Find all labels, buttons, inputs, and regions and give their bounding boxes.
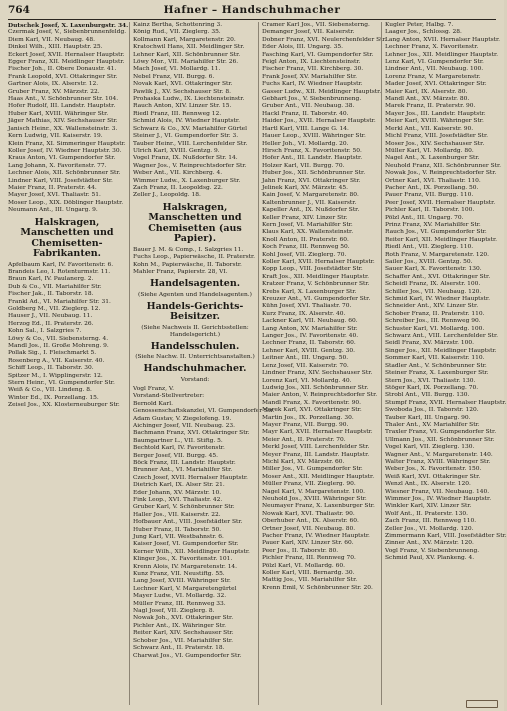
directory-entry: Schreiber Jos., III. Rennweg 90. [385, 318, 481, 325]
directory-entry: Fink Leop., XVI. Thaliastr. 42. [133, 496, 223, 503]
directory-entry: Tauber Heinr., VIII. Lerchenfelder Str. [133, 140, 248, 147]
directory-entry: Vogel Karl, VII. Zieglerg. 130. [385, 444, 475, 451]
directory-entry: Neuhold Jos., XVIII. Währinger Str. [262, 496, 367, 502]
directory-entry: Leitner Ant., III. Ungarg. 50. [262, 355, 349, 362]
directory-entry: Mayer Jos., III. Landstr. Hauptstr. [385, 110, 486, 117]
directory-entry: Vogl Franz, V. [133, 385, 174, 392]
directory-entry: Dutschek Josef, X. Laxenburgstr. 34. [8, 22, 129, 29]
directory-entry: Michl Franz, VIII. Josefstädter Str. [385, 133, 489, 140]
directory-entry: Pacher Ant., IX. Porzellang. 50. [385, 184, 479, 191]
directory-entry: Fuchs Leop., Papierwäsche, II. Praterstr. [133, 254, 256, 261]
directory-entry: Klinger Jos., X. Favoritenstr. 101. [133, 556, 233, 563]
directory-entry: Weiß & Co., VII. Lindeng. 8. [8, 387, 92, 394]
directory-entry: Moser Ant., XII. Meidlinger Hauptstr. [262, 473, 375, 480]
directory-entry: Lenz Karl, VI. Gumpendorfer Str. [385, 59, 484, 66]
directory-entry: Frank Leopold, XVI. Ottakringer Str. [8, 73, 118, 80]
directory-entry: Aichinger Josef, VII. Neubaug. 23. [133, 422, 236, 429]
directory-entry: Sauer Karl, X. Favoritenstr. 130. [385, 266, 482, 273]
directory-entry: Lechner Franz, II. Taborstr. 60. [262, 340, 356, 347]
directory-entry: Rauch Jos., VI. Gumpendorfer Str. [385, 229, 487, 236]
directory-entry: Langer Jos., IV. Favoritenstr. 40. [262, 333, 359, 340]
directory-entry: Zeller J., Leopoldg. 18. [133, 192, 201, 199]
directory-entry: Meier Karl, XVIII. Währinger Str. [385, 118, 484, 125]
directory-entry: Gasser Ludw., XII. Meidlinger Hauptstr. [262, 88, 382, 95]
directory-entry: Demanger Josef, VII. Kaiserstr. [262, 29, 355, 36]
directory-entry: Müller Franz, VII. Zieglerg. 90. [262, 481, 356, 488]
directory-entry: Mandl Ant., XV. Märzstr. 80. [385, 96, 470, 103]
directory-entry: Pichler Franz, III. Rennweg 70. [262, 555, 356, 562]
directory-entry: Haider Jos., XVII. Hernalser Hauptstr. [262, 118, 376, 125]
directory-entry: Kratochwil Hans, XII. Meidlinger Str. [133, 44, 245, 51]
directory-entry: Löwy Mor., VII. Mariahilfer Str. 26. [133, 59, 239, 66]
directory-entry: Lang Josef, XVIII. Währinger Str. [133, 578, 231, 585]
directory-entry: Mayr Karl, XVII. Hernalser Hauptstr. [262, 429, 373, 436]
directory-entry: Kratzer Franz, V. Schönbrunner Str. [262, 281, 370, 288]
directory-entry: Rosenberg A., VII. Kaiserstr. 40. [8, 357, 105, 364]
directory-entry: Hauer Leop., XVIII. Währinger Str. [262, 133, 366, 140]
directory-entry: Hackl Franz, II. Taborstr. 40. [262, 110, 349, 117]
directory-entry: Dobner Franz, XVI. Neulerchenfelder Str. [262, 36, 387, 43]
directory-entry: Kerner Wilh., XII. Meidlinger Hauptstr. [133, 548, 250, 555]
directory-entry: Zimmermann Karl, VIII. Josefstädter Str. [385, 533, 507, 540]
directory-entry: Klein Franz, XI. Simmeringer Hauptstr. [8, 140, 126, 147]
section-title: Handschuhmacher. [143, 363, 247, 375]
directory-entry: Nagl Josef, VII. Zieglerg. 8. [133, 608, 215, 615]
directory-entry: Meier Ant., II. Praterstr. 70. [262, 436, 346, 443]
directory-entry: Apfelbaum Karl, IV. Favoritenstr. 6. [8, 261, 114, 268]
directory-entry: Schiff Leop., II. Taborstr. 30. [8, 365, 94, 372]
directory-entry: Knoll Anton, II. Praterstr. 60. [262, 236, 349, 243]
directory-entry: Lehner Jos., XII. Meidlinger Hauptstr. [385, 51, 498, 58]
directory-entry: Spitzer M., I. Wipplingerstr. 12. [8, 372, 103, 379]
directory-entry: Roth Franz, V. Margaretenstr. 120. [385, 251, 490, 258]
directory-entry: Sommer Karl, VII. Kaiserstr. 110. [385, 355, 485, 362]
section-note: (Siehe Nachweis II. Gerichtsstellen: Handelsgericht.) [141, 324, 249, 338]
directory-entry: Krenn Emil, V. Schönbrunner Str. 20. [262, 584, 373, 591]
directory-entry: Frankl Ad., VI. Mariahilfer Str. 31. [8, 298, 111, 305]
directory-entry: Janisch Heinr., XX. Wallensteinstr. 3. [8, 125, 118, 132]
directory-entry: Gruber Franz, XV. Märzstr. 22. [8, 88, 100, 95]
directory-entry: Eder Alois, III. Ungarg. 35. [262, 44, 344, 51]
directory-entry: Mayer Josef, XVI. Thaliastr. 51. [8, 192, 101, 199]
directory-entry: Czech Josef, XVII. Hernalser Hauptstr. [133, 474, 248, 481]
directory-entry: Kunz Franz, VII. Neustiftg. 55. [133, 571, 225, 578]
directory-entry: Jung Karl, VII. Westbahnstr. 6. [133, 534, 224, 540]
directory-entry: Müller Karl, VI. Mollardg. 80. [385, 147, 474, 154]
directory-entry: Steiner Franz, X. Laxenburger Str. [385, 370, 489, 377]
directory-entry: Hofer Ant., III. Landstr. Hauptstr. [262, 155, 363, 162]
directory-entry: Laager Jos., Schlossg. 28. [385, 29, 462, 36]
directory-entry: Mader Josef, XVI. Ottakringer Str. [385, 81, 487, 88]
directory-entry: Schwarz Ant., VIII. Lerchenfelder Str. [385, 333, 499, 340]
directory-entry: Jahn Franz, XVI. Ottakringer Str. [262, 177, 361, 184]
directory-entry: Martin Jos., IX. Porzellang. 30. [262, 414, 354, 421]
directory-entry: Gebhart Jos., V. Siebenbrunneng. [262, 96, 362, 103]
directory-entry: Gruber Karl, V. Schönbrunner Str. [133, 504, 235, 511]
directory-entry: Nagel Karl, V. Margaretenstr. 100. [262, 488, 366, 495]
directory-entry: Heller Joh., VI. Mollardg. 20. [262, 140, 349, 147]
directory-entry: Pichler Ant., IX. Währinger Str. [133, 622, 227, 629]
section-title: Handelsagenten. [149, 278, 241, 290]
directory-entry: Michl Karl, XV. Märzstr. 60. [262, 458, 345, 465]
directory-entry: Neumayer Franz, X. Laxenburger Str. [262, 503, 375, 510]
directory-entry: Kraft Jos., XII. Meidlinger Hauptstr. [262, 273, 369, 280]
directory-entry: Eckert Josef, XVII. Hernalser Hauptstr. [8, 51, 125, 58]
directory-entry: Haas Ant., V. Schönbrunner Str. 104. [8, 96, 119, 103]
directory-entry: Neuhold Franz, XII. Schönbrunner Str. [385, 162, 502, 169]
directory-entry: Kreuzer Ant., VI. Gumpendorfer Str. [262, 296, 371, 303]
directory-entry: Lorenz Karl, VI. Mollardg. 40. [262, 377, 352, 384]
directory-entry: Lang Johann, X. Favoritenstr. 77. [8, 162, 107, 169]
directory-entry: Brunner Ant., VI. Mariahilfer Str. [133, 467, 233, 474]
directory-entry: Wimmer Ludw., X. Laxenburger Str. [133, 177, 241, 184]
directory-entry: Merkl Ant., VII. Kaiserstr. 90. [385, 125, 474, 132]
directory-entry: Kopp Leop., VIII. Josefstädter Str. [262, 266, 363, 273]
directory-entry: Mayer Franz, VII. Burgg. 90. [262, 421, 349, 428]
directory-entry: Steiner J., VI. Gumpendorfer Str. 3. [133, 133, 239, 140]
directory-entry: Maier Anton, V. Reinprechtsdorfer Str. [262, 392, 378, 399]
directory-entry: Müller Franz, III. Rennweg 33. [133, 600, 226, 607]
directory-entry: Maier Karl, IX. Alserstr. 80. [385, 88, 468, 95]
directory-entry: Peer Jos., II. Taborstr. 80. [262, 547, 339, 554]
directory-entry: Kain Josef, V. Margaretenstr. 80. [262, 192, 359, 199]
directory-entry: Huber Franz, II. Taborstr. 50. [133, 526, 222, 533]
directory-entry: Kainz Bertha, Schottenring 3. [133, 22, 223, 28]
directory-entry: Genossenschaftskanzlei, VI. Gumpendorfer Str. [133, 408, 275, 415]
directory-entry: Zeller Jos., VI. Mollardg. 120. [385, 525, 474, 532]
directory-entry: Wimmer Jos., IV. Wiedner Hauptstr. [385, 496, 492, 502]
directory-entry: Gartner Alois, IX. Alserstr. 12. [8, 81, 99, 88]
directory-entry: Braun Karl, IV. Paulanerg. 2. [8, 276, 94, 283]
directory-entry: Traxler Franz, VI. Gumpendorfer Str. [385, 429, 497, 436]
directory-entry: Herzog Ed., II. Praterstr. 26. [8, 320, 94, 327]
directory-entry: Wolf Ant., II. Praterstr. 130. [385, 510, 468, 517]
directory-entry: Wagner Ant., V. Margaretenstr. 140. [385, 451, 493, 458]
directory-entry: Koller Karl, XVII. Hernalser Hauptstr. [262, 259, 375, 265]
directory-entry: Stern Jos., XVI. Thaliastr. 130. [385, 377, 476, 384]
directory-entry: Meyer Franz, III. Landstr. Hauptstr. [262, 451, 370, 458]
directory-entry: Weber Ant., VII. Kirchberg. 4. [133, 170, 223, 177]
directory-entry: Pichler Karl, II. Taborstr. 100. [385, 207, 475, 214]
directory-entry: Strobl Ant., VII. Burgg. 130. [385, 392, 470, 399]
directory-entry: Winter Ed., IX. Porzellang. 15. [8, 394, 99, 401]
directory-entry: Mayer Ludw., VI. Mollardg. 32. [133, 593, 227, 600]
directory-entry: Adam Gustav, V. Ziegelofeng. 19. [133, 415, 232, 422]
column-2 [129, 22, 275, 705]
directory-entry: Schiller Jos., VII. Neubaug. 120. [385, 288, 482, 295]
directory-entry: Schneider Ant., XIV. Linzer Str. [385, 303, 479, 310]
directory-entry: Winkler Karl, XIV. Linzer Str. [385, 503, 472, 510]
directory-entry: Feigl Anton, IX. Liechtensteinstr. [262, 59, 361, 66]
running-head [8, 3, 496, 20]
directory-entry: Haller Jos., VII. Kaiserstr. 22. [133, 511, 221, 518]
directory-entry: Bachmann Franz, XVI. Ottakringer Str. [133, 430, 250, 437]
directory-entry: Mattig Jos., VII. Mariahilfer Str. [262, 577, 358, 584]
directory-entry: Thaler Ant., XV. Mariahilfer Str. [385, 421, 480, 428]
directory-entry: Vogl Franz, V. Siebenbrunneng. [385, 547, 480, 554]
section-note: (Siehe Agenten und Handelsagenten.) [138, 291, 252, 298]
directory-entry: Bauer J. M. & Comp., I. Salzgries 11. [133, 246, 244, 253]
directory-entry: Fasching Karl, VI. Gumpendorfer Str. [262, 51, 374, 58]
directory-entry: Cramer Karl Jos., VII. Siebensterng. [262, 22, 370, 28]
directory-entry: Fischer Jak., II. Taborstr. 18. [8, 291, 94, 298]
directory-entry: Lindner Ant., VII. Neubaug. 100. [385, 66, 484, 73]
directory-entry: Dub & Co., VII. Mariahilfer Str. [8, 283, 102, 290]
directory-entry: Charwat Jos., VI. Gumpendorfer Str. [133, 652, 242, 659]
directory-entry: Reiter Karl, XIV. Sechshauser Str. [133, 630, 234, 637]
directory-entry: Kohn Sal., I. Salzgries 7. [8, 328, 82, 335]
directory-entry: Czermak Josef, V., Siebenbrunnenfeldg. [8, 29, 127, 36]
directory-entry: Dinkel Wilh., XIII. Hauptstr. 25. [8, 44, 103, 51]
directory-entry: Böck Franz, III. Landstr. Hauptstr. [133, 459, 236, 466]
directory-entry: Kaiser Josef, VI. Gumpendorfer Str. [133, 541, 239, 548]
directory-entry: Reiter Karl, XII. Meidlinger Hauptstr. [385, 236, 497, 243]
directory-entry: Kaltenbrunner J., VII. Kaiserstr. [262, 199, 357, 206]
directory-entry: Ullmann Jos., XII. Schönbrunner Str. [385, 436, 495, 443]
directory-entry: Riedl Franz, III. Rennweg 12. [133, 110, 222, 117]
directory-entry: Schober Franz, II. Praterstr. 110. [385, 310, 485, 317]
directory-entry: König Rud., VII. Zieglerg. 35. [133, 29, 221, 36]
directory-entry: Moser Leop., XIX. Döblinger Hauptstr. [8, 199, 124, 206]
directory-entry: Mahler Franz, Papierstr. 28, VI. [133, 268, 228, 275]
directory-entry: Koch Franz, III. Rennweg 50. [262, 244, 350, 251]
directory-entry: Nowak Jos., V. Reinprechtsdorfer Str. [385, 170, 497, 177]
directory-entry: Singer Jos., XII. Meidlinger Hauptstr. [385, 347, 497, 354]
directory-entry: Huber Karl, XVIII. Währinger Str. [8, 110, 109, 117]
directory-entry: Lechner Alois, XII. Schönbrunner Str. [8, 170, 121, 177]
directory-entry: Wiesner Franz, VII. Neubaug. 140. [385, 488, 490, 495]
directory-entry: Prohaska Ludw., IX. Liechtensteinstr. [133, 96, 245, 103]
directory-entry: Kugler Peter, Halbg. 7. [385, 22, 454, 28]
directory-entry: Zeisel Jos., XX. Klosterneuburger Str. [8, 402, 120, 409]
directory-entry: Merkl Josef, VIII. Lerchenfelder Str. [262, 444, 370, 451]
directory-entry: Gruber Ant., VII. Neubaug. 38. [262, 103, 355, 110]
directory-entry: Ulrich Karl, XVIII. Gentzg. 9. [133, 147, 220, 154]
directory-entry: Krenn Alois, IV. Margaretenstr. 14. [133, 563, 238, 570]
directory-entry: Schmid Karl, IV. Wiedner Hauptstr. [385, 296, 490, 303]
directory-entry: Nowak Karl, XVI. Thaliastr. 90. [262, 510, 355, 517]
directory-entry: Nagel Ant., X. Laxenburger Str. [385, 155, 480, 162]
directory-entry: Stumpf Franz, XVII. Hernalser Hauptstr. [385, 399, 507, 406]
directory-entry: Pollak Sig., I. Fleischmarkt 5. [8, 350, 97, 357]
columns [8, 22, 507, 705]
directory-entry: Riedl Ant., VII. Zieglerg. 110. [385, 244, 474, 251]
directory-entry: Ludwig Jos., XII. Schönbrunner Str. [262, 384, 369, 391]
directory-entry: Kraus Anton, VI. Gumpendorfer Str. [8, 155, 116, 162]
directory-entry: Hirsch Franz, X. Favoritenstr. 50. [262, 147, 362, 154]
directory-entry: Stern Heinr., VI. Gumpendorfer Str. [8, 380, 115, 387]
directory-entry: Lindner Franz, XIV. Sechshauser Str. [262, 370, 373, 377]
directory-entry: Prinz Franz, XV. Mariahilfer Str. [385, 221, 481, 228]
section-note: Vorstand: [180, 376, 210, 383]
directory-entry: Pauer Franz, VII. Burgg. 110. [385, 192, 474, 199]
directory-entry: Tauber Karl, III. Ungarg. 90. [385, 414, 471, 421]
directory-entry: Pacher Franz, IV. Wiedner Hauptstr. [262, 533, 370, 540]
directory-entry: Lehner Karl, XII. Schönbrunner Str. [133, 51, 241, 58]
directory-entry: Baumgartner L., VII. Stiftg. 5. [133, 437, 223, 444]
directory-entry: Wagner Jos., V. Reinprechtsdorfer Str. [133, 162, 247, 169]
directory-entry: Maier Franz, II. Praterstr. 44. [8, 184, 97, 191]
directory-entry: Lang Anton, XV. Mariahilfer Str. [262, 325, 358, 332]
directory-entry: Miller Jos., VI. Gumpendorfer Str. [262, 466, 363, 473]
directory-entry: Scheidl Franz, IX. Alserstr. 100. [385, 281, 481, 288]
directory-entry: Fischer Joh., II. Obere Donaustr. 41. [8, 66, 117, 73]
directory-entry: Moser Jos., XIV. Sechshauser Str. [385, 140, 485, 147]
directory-entry: Stadler Ant., V. Schönbrunner Str. [385, 362, 487, 369]
section-title: Halskragen, Manschetten und Chemisetten (aus Papier). [148, 201, 242, 245]
directory-entry: Vogel Franz, IX. Nußdorfer Str. 14. [133, 155, 238, 162]
directory-entry: Marek Karl, XVI. Ottakringer Str. [262, 407, 362, 414]
directory-entry: Kapeller Ant., IX. Nußdorfer Str. [262, 207, 360, 214]
directory-entry: Frank Josef, XV. Mariahilfer Str. [262, 73, 358, 80]
directory-entry: Schmid Alois, IV. Wiedner Hauptstr. [133, 118, 240, 125]
directory-entry: Kern Ludwig, VII. Kaiserstr. 19. [8, 133, 103, 140]
directory-entry: Klaus Karl, XX. Wallensteinstr. [262, 229, 354, 236]
directory-entry: Brandeis Leo, I. Rotenturmstr. 11. [8, 268, 111, 275]
directory-entry: Neumann Ant., III. Ungarg. 9. [8, 207, 98, 214]
section-title: Handels-Gerichts-Beisitzer. [146, 300, 244, 323]
directory-entry: Lackner Karl, VII. Neubaug. 60. [262, 318, 358, 325]
directory-entry: Berger Josef, VII. Burgg. 45. [133, 452, 218, 459]
section-title-halskragen: Halskragen, Manschetten und Chemisetten-Fabrikanten. [20, 216, 114, 260]
directory-entry: Walter Franz, XVIII. Währinger Str. [385, 458, 491, 465]
directory-entry: Hofbauer Ant., VIII. Josefstädter Str. [133, 519, 243, 526]
directory-entry: Diem Karl, VII. Neubaug. 48. [8, 36, 95, 43]
directory-entry: Lehner Karl, XVIII. Gentzg. 30. [262, 347, 356, 354]
directory-entry: Fuchs Karl, IV. Wiedner Hauptstr. [262, 81, 363, 88]
directory-entry: Jäger Mathias, XIV. Sechshauser Str. [8, 118, 118, 125]
directory-entry: Hartl Karl, VIII. Lange G. 14. [262, 125, 349, 132]
page-number: 764 [8, 4, 30, 16]
directory-entry: Holzer Karl, VII. Burgg. 70. [262, 162, 345, 169]
directory-entry: Weber Jos., X. Favoritenstr. 150. [385, 466, 482, 473]
running-head-title: Hafner – Handschuhmacher [163, 4, 341, 16]
directory-entry: Schwarz Ant., II. Praterstr. 18. [133, 645, 225, 652]
directory-entry: Lindner Karl, VIII. Josefstädter Str. [8, 177, 113, 184]
directory-entry: Rauch Anton, XIV. Linzer Str. 15. [133, 103, 232, 110]
directory-entry: Seidl Franz, XV. Märzstr. 100. [385, 340, 475, 347]
directory-entry: Schober Jos., VII. Mariahilfer Str. [133, 637, 233, 644]
directory-entry: Fischer Franz, VII. Kirchberg. 30. [262, 66, 364, 73]
directory-entry: Kohl Josef, VII. Zieglerg. 70. [262, 251, 347, 258]
column-1 [8, 22, 128, 705]
directory-entry: Lenz Josef, VII. Kaiserstr. 70. [262, 362, 349, 369]
directory-entry: Löwy & Co., VII. Siebensterng. 4. [8, 335, 109, 342]
section-title: Handelsschulen. [150, 340, 240, 352]
directory-entry: Lang Anton, XVII. Hernalser Hauptstr. [385, 36, 501, 43]
directory-entry: Novak Karl, XVI. Ottakringer Str. [133, 81, 233, 88]
directory-entry: Weiß Karl, XVI. Ottakringer Str. [385, 473, 481, 480]
directory-entry: Schuster Karl, VI. Mollardg. 100. [385, 325, 485, 332]
directory-entry: Swoboda Jos., II. Taborstr. 120. [385, 407, 479, 414]
column-3 [258, 22, 387, 705]
directory-entry: Dietrich Karl, IX. Alser Str. 21. [133, 482, 225, 489]
directory-entry: Goldberg M., VII. Zieglerg. 12. [8, 306, 101, 312]
directory-entry: Pauer Karl, XIV. Linzer Str. 60. [262, 540, 354, 547]
directory-entry: Oberhuber Ant., IX. Alserstr. 60. [262, 518, 359, 525]
directory-entry: Huber Jos., XII. Schönbrunner Str. [262, 170, 366, 177]
directory-entry: Krebs Karl, X. Laxenburger Str. [262, 288, 357, 295]
directory-entry: Keller Franz, XIV. Linzer Str. [262, 214, 348, 221]
directory-entry: Kollmann Karl, Margaretenstr. 20. [133, 36, 236, 43]
directory-entry: Stöger Karl, IX. Porzellang. 70. [385, 384, 479, 391]
directory-entry: Lorenz Franz, V. Margaretenstr. [385, 73, 481, 80]
directory-entry: Vorstand-Stellvertreter: [133, 393, 205, 400]
directory-entry: Nowak Joh., XVI. Ottakringer Str. [133, 615, 234, 622]
directory-entry: Kurz Franz, IX. Alserstr. 40. [262, 310, 346, 317]
directory-entry: Ortner Josef, VII. Neubaug. 80. [262, 525, 356, 532]
directory-entry: Jelinek Karl, XV. Märzstr. 45. [262, 184, 348, 191]
directory-entry: Mach Josef, VI. Mollardg. 11. [133, 66, 221, 73]
directory-entry: Kern Josef, VI. Mariahilfer Str. [262, 221, 353, 228]
directory-entry: Zinner Ant., XV. Märzstr. 120. [385, 540, 474, 547]
directory-entry: Ortner Karl, XVI. Thaliastr. 110. [385, 177, 481, 184]
directory-entry: Schmid Paul, XV. Plankeng. 4. [385, 555, 475, 562]
directory-entry: Zach Franz, II. Leopoldsg. 22. [133, 184, 223, 191]
directory-entry: Wenzl Ant., IX. Alserstr. 120. [385, 481, 471, 488]
directory-entry: Hofer Rudolf, III. Landstr. Hauptstr. [8, 103, 116, 110]
library-stamp [466, 700, 498, 708]
directory-entry: Lechner Karl, V. Margaretengürtel [133, 585, 237, 592]
directory-entry: Peer Josef, XVII. Hernalser Hauptstr. [385, 199, 496, 206]
directory-entry: Hauser J., VII. Neubaug. 11. [8, 313, 93, 320]
directory-entry: Marek Franz, II. Praterstr. 90. [385, 103, 476, 110]
directory-entry: Mandl Jos., II. Große Mohreng. 9. [8, 343, 109, 350]
directory-entry: Koller Josef, IV. Wiedner Hauptstr. 30. [8, 147, 122, 154]
directory-entry: Eder Johann, XV. Märzstr. 10. [133, 489, 222, 496]
directory-entry: Kühn Josef, XVI. Thaliastr. 70. [262, 303, 352, 310]
directory-entry: Bechtold Karl, IV. Favoritenstr. [133, 445, 225, 452]
directory-entry: Lechner Franz, X. Favoritenstr. [385, 44, 479, 51]
directory-entry: Pölzl Karl, VI. Mollardg. 60. [262, 562, 346, 569]
directory-entry: Pawlik J., XV. Sechshauser Str. 8. [133, 88, 232, 95]
directory-entry: Sailer Jos., XVIII. Gentzg. 50. [385, 259, 473, 265]
directory-entry: Nebel Franz, VII. Burgg. 6. [133, 73, 215, 80]
directory-entry: Egger Franz, XII. Meidlinger Hauptstr. [8, 59, 125, 66]
directory-entry: Schaffer Ant., XVI. Ottakringer Str. [385, 273, 491, 280]
directory-entry: Schwarz & Co., XV. Mariahilfer Gürtel [133, 125, 248, 132]
column-4 [381, 22, 507, 705]
directory-entry: Pölzl Ant., III. Ungarg. 70. [385, 214, 464, 221]
directory-entry: Zach Franz, III. Rennweg 110. [385, 518, 477, 525]
directory-entry: Bernold Karl. [133, 400, 173, 407]
directory-entry: Mandl Franz, X. Favoritenstr. 90. [262, 399, 361, 406]
directory-entry: Koller Karl, VIII. Bernardg. 30. [262, 570, 355, 577]
directory-entry: Kohn M., Papierwäsche, II. Taborstr. [133, 261, 242, 268]
section-note: (Siehe Nachw. II. Unterrichtsanstalten.) [135, 354, 255, 361]
